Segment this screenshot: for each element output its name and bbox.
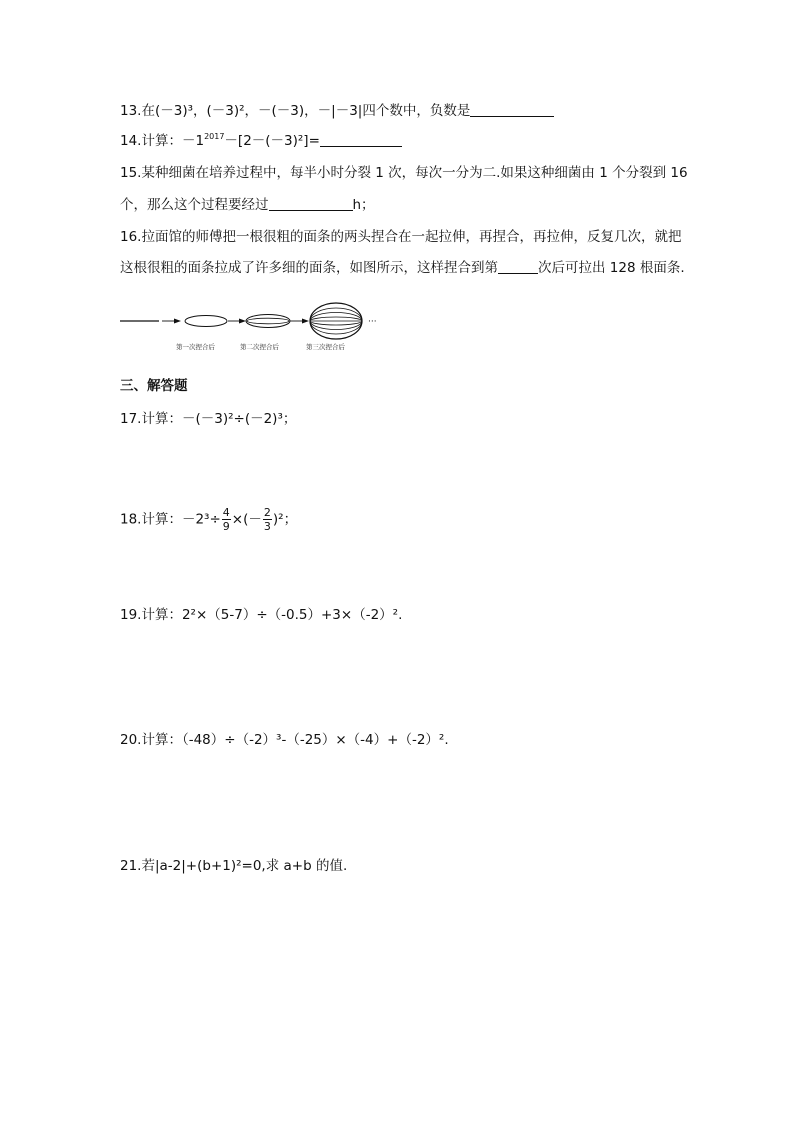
- q16-text-line1: 16.拉面馆的师傅把一根很粗的面条的两头捏合在一起拉伸，再捏合，再拉伸，反复几次，就把: [120, 229, 682, 245]
- q13-text: 13.在(－3)³，(－3)²，－(－3)，－|－3|四个数中，负数是: [120, 103, 471, 119]
- fraction-4-9-denominator: 9: [222, 520, 230, 533]
- q18-prefix: 18.计算：－2³÷: [120, 511, 221, 528]
- fraction-2-3-denominator: 3: [263, 520, 271, 533]
- noodle-after-first-fold: [185, 316, 227, 327]
- q14-rest: －[2－(－3)²]=: [224, 133, 320, 149]
- q14-exponent: 2017: [204, 132, 225, 141]
- arrow-2: [228, 319, 246, 324]
- answer-blank-13[interactable]: [470, 102, 554, 117]
- answer-blank-15[interactable]: [269, 196, 353, 211]
- question-15-line1: [120, 163, 688, 183]
- noodle-after-second-fold: [246, 315, 290, 328]
- section-title-answers: 三、解答题: [120, 378, 188, 394]
- q18-mid: ×(－: [231, 511, 262, 528]
- question-16-line1: [120, 227, 681, 247]
- question-17: 17.计算：－(－3)²÷(－2)³；: [120, 411, 297, 427]
- question-14: [120, 131, 402, 151]
- q14-prefix: 14.计算：－1: [120, 133, 205, 149]
- question-20: 20.计算：（-48）÷（-2）³-（-25）×（-4）+（-2）².: [120, 732, 449, 748]
- answer-blank-16[interactable]: [498, 259, 538, 274]
- caption-second-fold: 第二次捏合后: [240, 343, 279, 351]
- question-13: [120, 101, 554, 121]
- question-16-line2: [120, 258, 685, 278]
- question-19: 19.计算：2²×（5-7）÷（-0.5）+3×（-2）².: [120, 607, 403, 623]
- caption-third-fold: 第三次捏合后: [306, 343, 345, 351]
- fraction-4-9-numerator: 4: [222, 506, 230, 519]
- q15-text-line1: 15.某种细菌在培养过程中，每半小时分裂 1 次，每次一分为二.如果这种细菌由 1 个分裂到 16: [120, 165, 688, 181]
- fraction-2-3-numerator: 2: [263, 506, 271, 519]
- fraction-2-3: [263, 506, 272, 533]
- q16-text-line2: 这根很粗的面条拉成了许多细的面条，如图所示，这样捏合到第: [120, 260, 498, 276]
- fraction-4-9: [222, 506, 231, 533]
- arrow-3: [290, 319, 309, 324]
- answer-blank-14[interactable]: [320, 132, 402, 147]
- q15-unit: h；: [352, 197, 375, 213]
- noodle-diagram: [118, 300, 388, 354]
- q18-suffix: )²；: [272, 511, 298, 528]
- question-18: [120, 506, 297, 533]
- q16-text-suffix: 次后可拉出 128 根面条.: [538, 260, 685, 276]
- diagram-ellipsis: ···: [368, 317, 377, 327]
- arrow-1: [162, 319, 181, 324]
- question-21: 21.若|a-2|+(b+1)²=0,求 a+b 的值.: [120, 858, 348, 874]
- noodle-after-third-fold: [310, 303, 362, 339]
- question-15-line2: [120, 195, 375, 215]
- caption-first-fold: 第一次捏合后: [176, 343, 215, 351]
- q15-text-line2: 个，那么这个过程要经过: [120, 197, 269, 213]
